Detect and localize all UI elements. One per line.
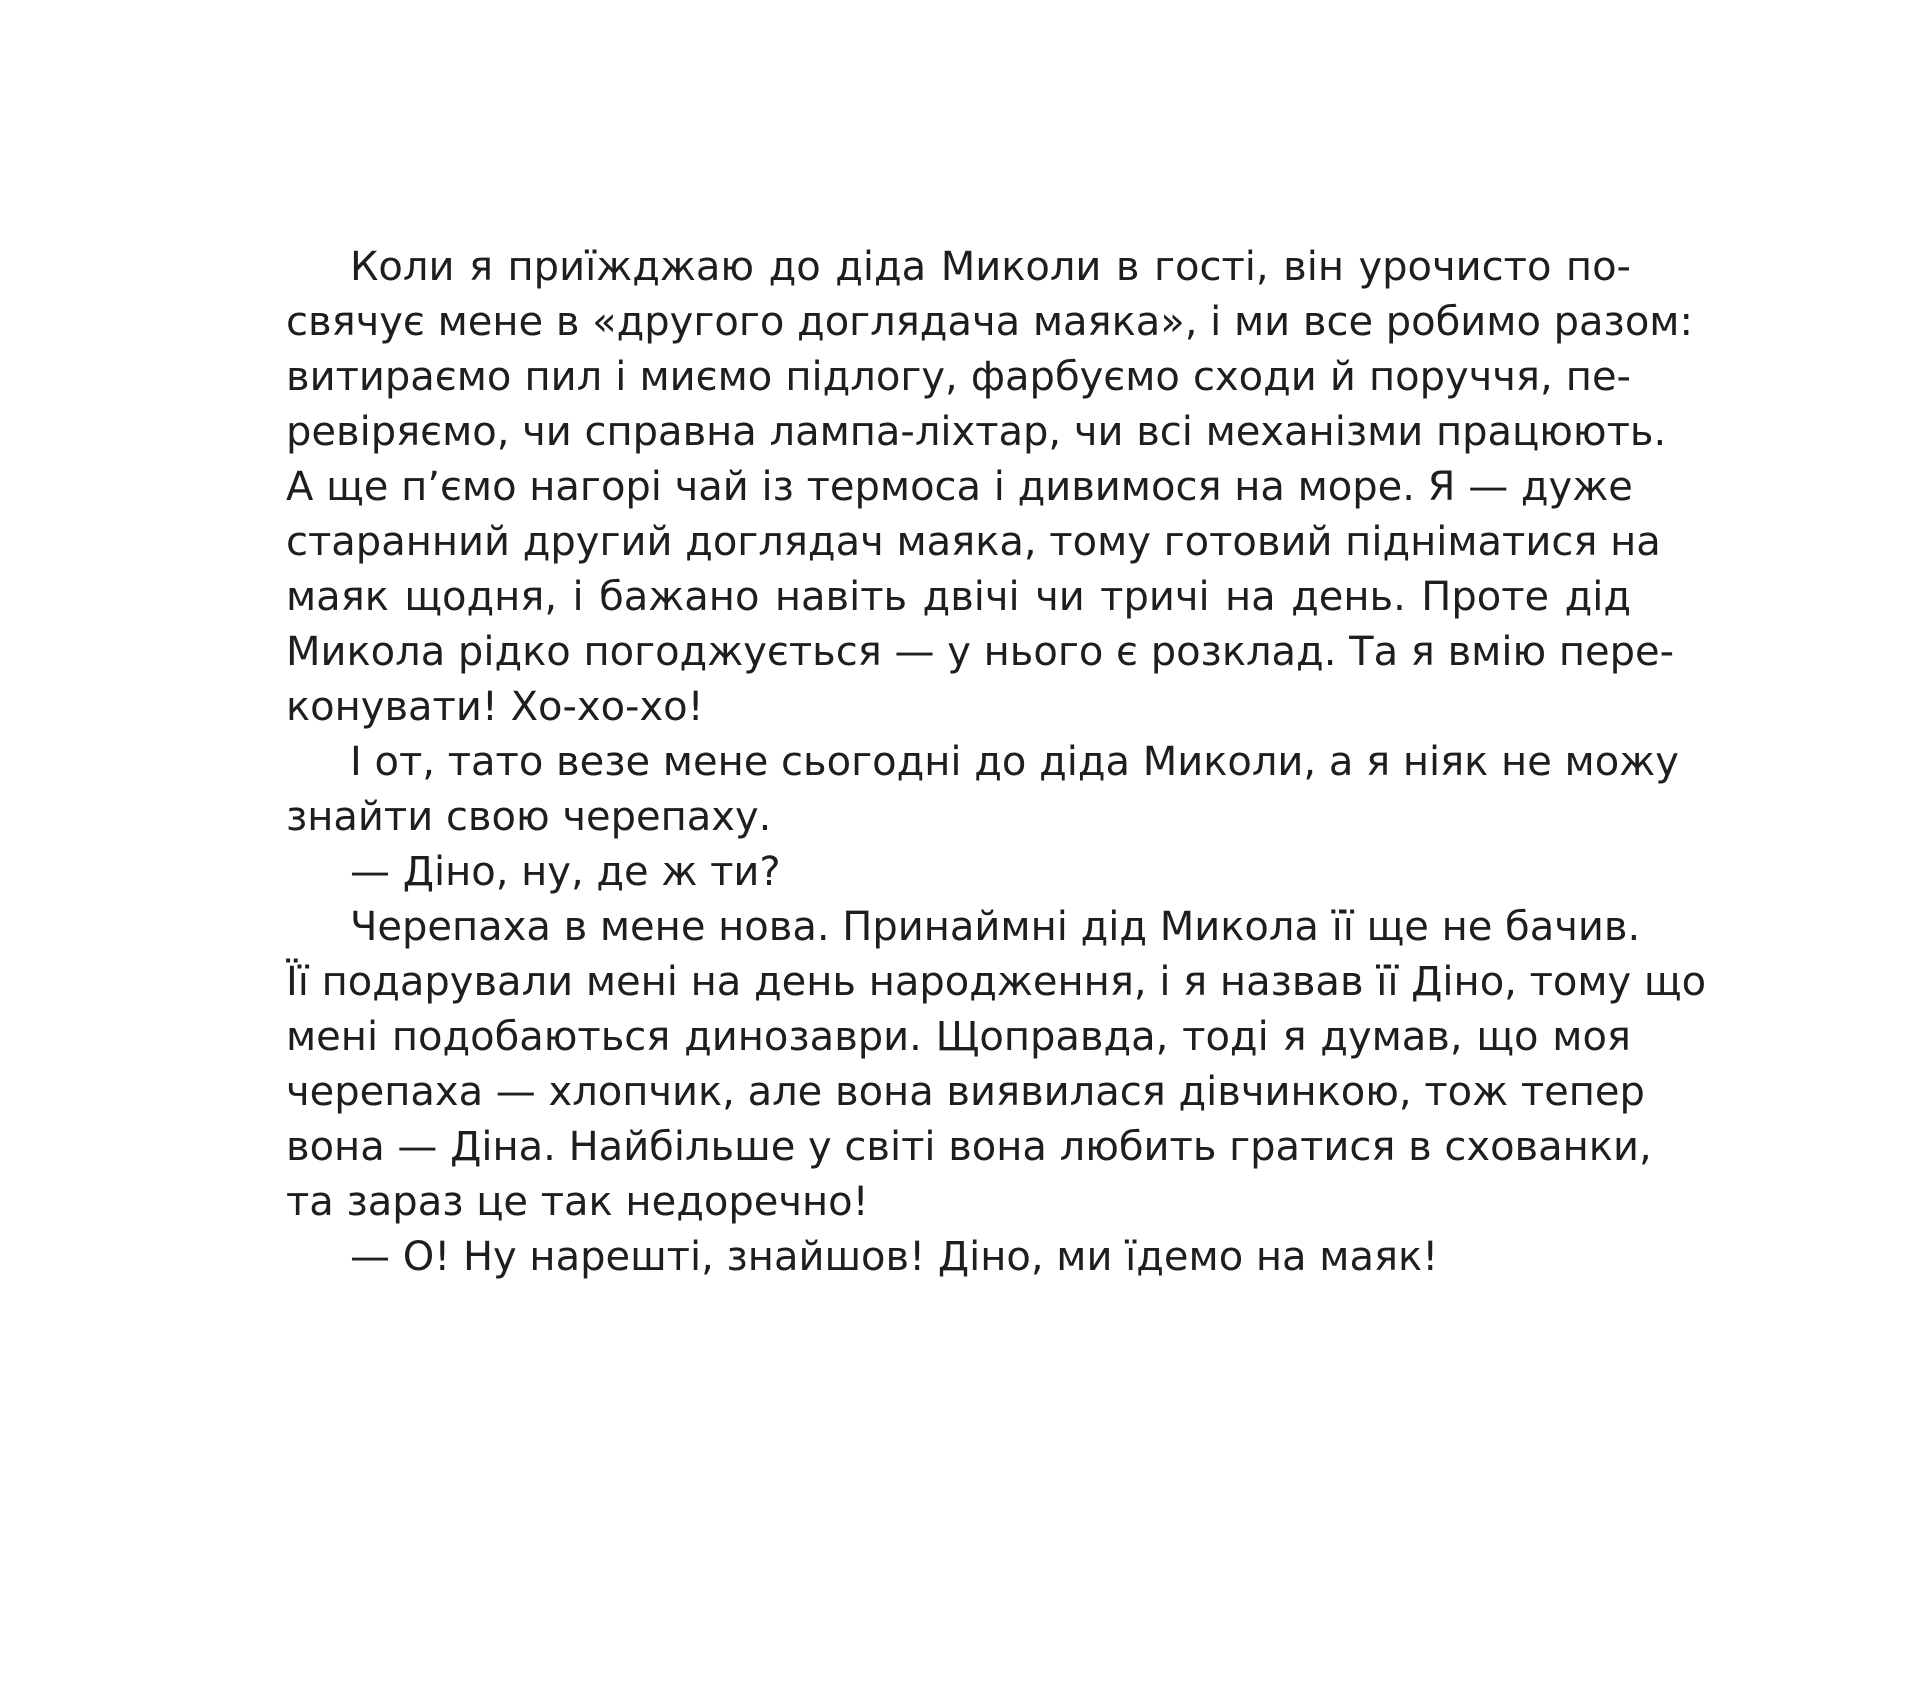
text-line: старанний другий доглядач маяка, тому готовий підніматися на xyxy=(286,519,1661,565)
text-line: І от, тато везе мене сьогодні до діда Миколи, а я ніяк не можу xyxy=(350,739,1679,785)
story-text xyxy=(286,240,1707,1285)
text-line: Микола рідко погоджується — у нього є розклад. Та я вмію пере- xyxy=(286,629,1675,675)
text-line: А ще п’ємо нагорі чай із термоса і дивимося на море. Я — дуже xyxy=(286,464,1633,510)
text-line: Коли я приїжджаю до діда Миколи в гості, він урочисто по- xyxy=(350,244,1631,290)
text-line: Її подарували мені на день народження, і я назвав її Діно, тому що xyxy=(286,959,1707,1005)
dialogue-line: — О! Ну нарешті, знайшов! Діно, ми їдемо на маяк! xyxy=(350,1234,1439,1280)
text-line: Черепаха в мене нова. Принаймні дід Микола її ще не бачив. xyxy=(350,904,1641,950)
text-line: свячує мене в «другого доглядача маяка», і ми все робимо разом: xyxy=(286,299,1693,345)
text-line: та зараз це так недоречно! xyxy=(286,1179,869,1225)
text-line: черепаха — хлопчик, але вона виявилася дівчинкою, тож тепер xyxy=(286,1069,1645,1115)
text-line: ревіряємо, чи справна лампа-ліхтар, чи всі механізми працюють. xyxy=(286,409,1667,455)
text-line: знайти свою черепаху. xyxy=(286,794,772,840)
text-line: маяк щодня, і бажано навіть двічі чи тричі на день. Проте дід xyxy=(286,574,1631,620)
text-line: мені подобаються динозаври. Щоправда, тоді я думав, що моя xyxy=(286,1014,1631,1060)
text-line: вона — Діна. Найбільше у світі вона любить гратися в схованки, xyxy=(286,1124,1652,1170)
dialogue-line: — Діно, ну, де ж ти? xyxy=(350,849,781,895)
text-line: витираємо пил і миємо підлогу, фарбуємо сходи й поруччя, пе- xyxy=(286,354,1631,400)
text-line: конувати! Хо-хо-хо! xyxy=(286,684,704,730)
